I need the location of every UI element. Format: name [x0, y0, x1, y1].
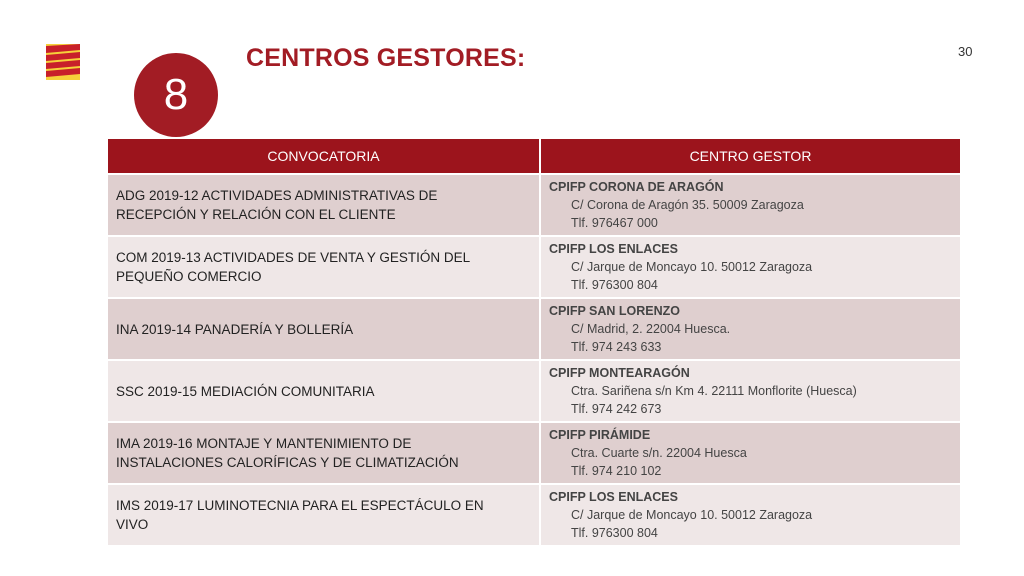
page-title: CENTROS GESTORES: — [246, 44, 526, 72]
center-phone: Tlf. 974 242 673 — [571, 402, 662, 416]
convocatoria-line-1: IMA 2019-16 MONTAJE Y MANTENIMIENTO DE — [116, 436, 412, 451]
center-phone: Tlf. 976300 804 — [571, 526, 658, 540]
center-name: CPIFP LOS ENLACES — [549, 490, 678, 504]
center-phone: Tlf. 974 243 633 — [571, 340, 662, 354]
center-phone: Tlf. 976467 000 — [571, 216, 658, 230]
convocatoria-cell — [108, 236, 540, 298]
table-row — [108, 298, 960, 360]
center-address: Ctra. Sariñena s/n Km 4. 22111 Monflorite (Huesca) — [571, 384, 857, 398]
center-name: CPIFP MONTEARAGÓN — [549, 366, 690, 380]
centro-gestor-cell — [540, 484, 960, 546]
convocatoria-line-2: RECEPCIÓN Y RELACIÓN CON EL CLIENTE — [116, 207, 396, 222]
centro-gestor-cell — [540, 174, 960, 236]
centro-gestor-cell — [540, 360, 960, 422]
table-row — [108, 484, 960, 546]
convocatoria-line-2: INSTALACIONES CALORÍFICAS Y DE CLIMATIZACIÓN — [116, 455, 459, 470]
center-address: C/ Corona de Aragón 35. 50009 Zaragoza — [571, 198, 804, 212]
table-row — [108, 360, 960, 422]
header-convocatoria: CONVOCATORIA — [108, 139, 540, 174]
centro-gestor-cell — [540, 298, 960, 360]
center-address: C/ Jarque de Moncayo 10. 50012 Zaragoza — [571, 508, 813, 522]
convocatoria-line-1: IMS 2019-17 LUMINOTECNIA PARA EL ESPECTÁCULO EN — [116, 498, 484, 513]
convocatoria-cell — [108, 484, 540, 546]
center-address: C/ Jarque de Moncayo 10. 50012 Zaragoza — [571, 260, 813, 274]
center-name: CPIFP LOS ENLACES — [549, 242, 678, 256]
centers-table — [108, 139, 960, 547]
center-address: C/ Madrid, 2. 22004 Huesca. — [571, 322, 731, 336]
center-phone: Tlf. 974 210 102 — [571, 464, 662, 478]
table-row — [108, 174, 960, 236]
centro-gestor-cell — [540, 422, 960, 484]
convocatoria-cell — [108, 298, 540, 360]
center-name: CPIFP SAN LORENZO — [549, 304, 681, 318]
convocatoria-line-1: INA 2019-14 PANADERÍA Y BOLLERÍA — [116, 321, 354, 337]
center-address: Ctra. Cuarte s/n. 22004 Huesca — [571, 446, 747, 460]
centro-gestor-cell — [540, 236, 960, 298]
table-row — [108, 236, 960, 298]
table-row — [108, 422, 960, 484]
center-name: CPIFP PIRÁMIDE — [549, 428, 651, 442]
center-phone: Tlf. 976300 804 — [571, 278, 658, 292]
aragon-logo-icon — [46, 44, 80, 80]
convocatoria-line-2: VIVO — [116, 517, 149, 532]
convocatoria-cell — [108, 422, 540, 484]
convocatoria-cell — [108, 174, 540, 236]
section-number-badge: 8 — [134, 53, 218, 137]
center-name: CPIFP CORONA DE ARAGÓN — [549, 180, 724, 194]
header-centro-gestor: CENTRO GESTOR — [540, 139, 960, 174]
page-number: 30 — [958, 44, 973, 59]
convocatoria-line-1: COM 2019-13 ACTIVIDADES DE VENTA Y GESTIÓN DEL — [116, 250, 471, 265]
convocatoria-line-2: PEQUEÑO COMERCIO — [116, 269, 262, 284]
convocatoria-cell — [108, 360, 540, 422]
convocatoria-line-1: SSC 2019-15 MEDIACIÓN COMUNITARIA — [116, 383, 375, 399]
convocatoria-line-1: ADG 2019-12 ACTIVIDADES ADMINISTRATIVAS DE — [116, 188, 438, 203]
